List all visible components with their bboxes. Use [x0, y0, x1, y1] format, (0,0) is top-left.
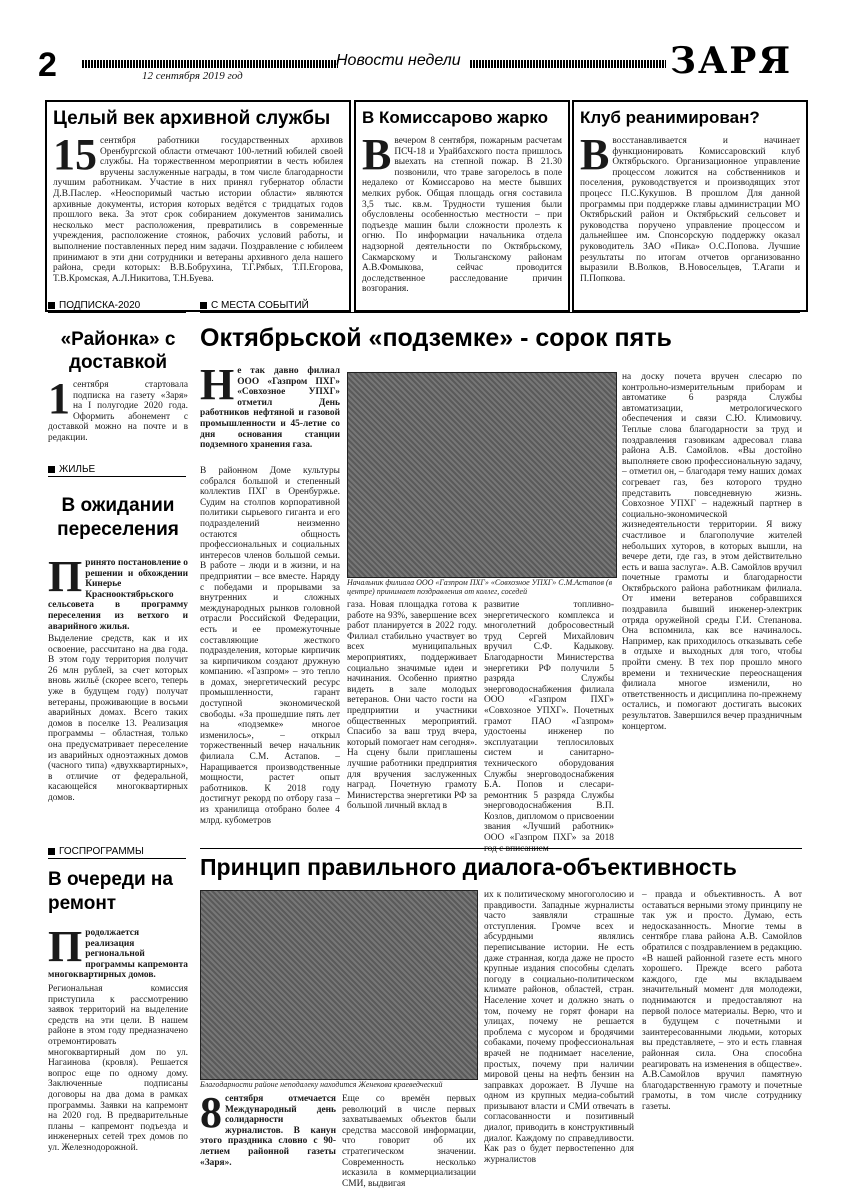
col3-dialogue: – правда и объективность. А вот оставаться верными этому принципу не так уж и просто. Думаю, есть недосказанность. Многие темы в сентябре глава района А.В. Самойлов обратился с поздравлением в редакцию. «В нашей районной газете есть много хорошего. Прежде всего работа каждого, где мы вкладываем значительный момент для молодежи, поднимаются и предоставляют на первой полосе материалы. Верю, что и в будущем с почетными и заинтересованными людьми, которых вы представляете, – это и есть главная районная сила. Она способна реагировать на изменения в обществе». А.В.Самойлов вручил памятную благодарственную грамоту и почетные грамоты, в том числе сотруднику газеты. — [642, 890, 803, 1112]
photo-ceremony — [347, 372, 617, 578]
rubric-subscription: ПОДПИСКА-2020 — [48, 300, 186, 313]
top-story-fire — [354, 100, 570, 312]
body-fire: В вечером 8 сентября, пожарным расчетам ПСЧ-18 и Урайбахского поста пришлось выехать на степной пожар. В 21.30 позвонили, что траве загорелось в поле недалеко от Комиссарово на месте бывших мелких рубок. Общая площадь огня составила 3,5 тыс. кв.м. Трудности тушения были обусловлены особенностью местности – при подъезде машин были сложности пролезть к огню. По информации начальника отдела надзорной деятельности по Октябрьскому, Сакмарскому и Тюльганскому районам А.В.Фомыкова, сейчас проводится доследственное расследование причин возгорания. — [362, 130, 562, 295]
drop-cap: П — [48, 552, 83, 601]
masthead — [30, 42, 812, 90]
newspaper-logo: ЗАРЯ — [670, 40, 793, 82]
photo-journalist — [200, 890, 478, 1080]
col2-dialogue: их к политическому многоголосию и правдивости. Западные журналисты часто заявляли страшные отступления. Громче всех и абсурдными являлись переписывание истории. Не есть даже странная, когда даже не просто крупные издания способны сделать погоду в социально-политическом климате районов, областей, стран. Население хочет и должно знать о том, почему не горят фонари на улицах, почему не решается проблема с мусором и бродячими собаками, почему профессиональная врачей не поднимает население, простых, почему при наличии мировой цены на нефть бензин на заправках дорожает. В Лучше на одном из крупных медиа-событий призывают власти и СМИ отвечать в согласованности и позитивный диалог, приводить в конструктивный диалог. Каждому по справедливости. Как раз о будет первостепенно для журналистов — [484, 890, 634, 1165]
caption-ceremony: Начальник филиала ООО «Газпром ПХГ» «Совхозное УПХГ» С.М.Астапов (в центре) принимает поздравления от коллег, соседей — [347, 578, 613, 596]
lead-dialogue: 8 сентября отмечается Международный день солидарности журналистов. В канун этого праздника словно с 90-летием районной газеты «Заря». — [200, 1088, 336, 1168]
drop-cap: 1 — [48, 374, 70, 423]
rubric-housing: ЖИЛЬЕ — [48, 464, 186, 477]
masthead-stripe — [82, 60, 338, 68]
col2-underground: газа. Новая площадка готова к работе на 93%, завершение всех работ планируется в 2022 году. Филиал стабильно участвует во всех муниципальных мероприятиях, поддерживает социально значимые идеи и начинания. Особенно приятно видеть в зале молодых ветеранов. Они часто гости на предприятии и участники общественных мероприятий. Спасибо за ваш труд вчера, который помогает нам сегодня». На сцену были приглашены лучшие работники предприятия для вручения заслуженных наград. Почетную грамоту Министерства энергетики РФ за большой личный вклад в — [347, 600, 477, 812]
col4-underground: на доску почета вручен слесарю по контрольно-измерительным приборам и автоматике 6 разряда Службы автоматизации, метрологического обеспечения и связи С.Ю. Климовичу. Теплые слова благодарности за труд и поздравления газовикам адресовал глава района А.В. Самойлов. «Вы достойно выполняете свою профессиональную задачу, – отметил он, – благодаря тему наших домах согревает газ, без которого трудно представить повседневную жизнь. Совхозное УПХГ – надежный партнер в социально-экономической жизнедеятельности территории. Я вижу счастливое и благополучие жителей небольших хуторов, в которых вышли, на вечере дети, где газ, в этом действительно есть и ваша заслуга». А.В. Самойлов вручил почетные грамоты и благодарности Октябрьского района работникам филиала. От имени ветеранов собравшихся поздравила бывший инженер-электрик отряда оружейной среды Г.И. Степанова. Она вспомнила, как все начиналось. Например, как приходилось отказывать себе в отдыхе и выходных для того, чтобы пройти смену. В тех пор прошло много времени и технические переоснащения филиала многое изменили, но ответственность и дисциплина по-прежнему остались, и помогают достигать высоких результатов. Завершился вечер праздничным концертом. — [622, 372, 802, 732]
col3-underground: развитие топливно-энергетического комплекса и многолетний добросовестный труд Сергей Михайлович вручил С.Ф. Кадыкову. Благодарности Министерства энергетики РФ получили 5 разряда Службы энерговодоснабжения филиала ООО «Газпром ПХГ» «Совхозное УПХГ». Почетных грамот ПАО «Газпром» удостоены инженер по эксплуатации теплосиловых систем и санитарно-технического оборудования Службы энерговодоснабжения Б.А. Попов и слесари-ремонтник 5 разряда Службы энерговодоснабжения В.П. Козлов, дипломом о присвоении звания «Лучший работник» ООО «Газпром ПХГ» за 2018 — [484, 600, 614, 844]
body-club: В восстанавливается и начинает функционировать Комиссаровский клуб Октябрьского. Организационное управление процессом ложится на собственников и поселения, руководствуется и производящих этот процесс П.С.Кукушов. В прошлом Для данной программы при поддержке главы администрации МО Октябрьский район и Октябрьский сельсовет и руководства поручено управление процессом и дальнейшее им. Спонсорскую поддержку оказал руководитель ЗАО «Пика» О.С.Попова. Лучшие результаты по итогам отчетов организованно выразили В.Волков, В.Новосельцев, Т.Агапи и П.Попкова. — [580, 130, 800, 284]
rubric-programs: ГОСПРОГРАММЫ — [48, 846, 186, 859]
headline-club: Клуб реанимирован? — [580, 108, 760, 127]
drop-cap: 15 — [53, 130, 97, 179]
body-repair: Региональная комиссия приступила к рассмотрению заявок территорий на выделение средств на эти цели. В нашем районе в этом году предназначено отремонтировать многоквартирный дом по ул. Нагаинова (кровля). Решается вопрос еще по одному дому. Заключенные подписаны договоры на два дома в рамках программы. Заявки на капремонт на 2020 год. В предварительные планы – капремонт подъезда и инженерных сетей трех домов по ул. Железнодорожной. — [48, 984, 188, 1153]
lead-housing: П ринято постановление о решении и обхождении Кинерье Краснооктябрьского сельсовета в программу переселения из ветхого и аварийного жилья. — [48, 552, 188, 632]
divider — [200, 848, 802, 849]
col1-dialogue: Еще со времён первых революций в числе первых захватываемых объектов были средства массовой информации, что говорит об их стратегическом значении. Современность несколько исказила в коммерциализации СМИ, выдвигая — [342, 1094, 476, 1189]
headline-archive: Целый век архивной службы — [53, 108, 331, 129]
rubric-events: С МЕСТА СОБЫТИЙ — [200, 300, 800, 313]
top-story-club — [572, 100, 808, 312]
section-title: Новости недели — [336, 52, 461, 69]
body-housing: Выделение средств, как и их освоение, рассчитано на два года. В этом году территория получит 26 млн рублей, за счет которых вновь жильё (скорее всего, теперь уже в будущем году) получат ветераны, проживающие в восьми аварийных домах. Всего таких домов в поселке 13. Реализация программы – областная, только она предусматривает переселение из аварийных одноэтажных домов (часного типа) «двухквартирных», в отличие от федеральной, касающейся многоквартирных домов. — [48, 634, 188, 803]
body-subscription: 1 сентября стартовала подписка на газету «Заря» на I полугодие 2020 года. Оформить абонемент с доставкой можно на почте и в редакции. — [48, 374, 188, 443]
drop-cap: П — [48, 922, 83, 971]
lead-repair: П родолжается реализация региональной программы капремонта многоквартирных домов. — [48, 922, 188, 981]
headline-dialogue: Принцип правильного диалога-объективность — [200, 854, 737, 880]
headline-repair: В очереди на ремонт — [48, 869, 173, 914]
top-story-archive — [45, 100, 351, 312]
square-icon — [200, 302, 207, 309]
square-icon — [48, 302, 55, 309]
body-archive: 15 сентября работники государственных архивов Оренбургской области отмечают 100-летний юбилей своей службы. На торжественном мероприятии в честь юбилея вручены заслуженные награды, в том числе благодарности лучшим работникам. Участие в них принял губернатор области Д.В.Паслер. «Неоспоримый частью истории области» являются архивные документы, история которых ведётся с тридцатых годов прошлого века. За этот срок собиранием документов занимались несколько мест расположения, превратились в современные учреждения, расположение стоянок, рабочих условий работы, и выполнение поставленных перед ним задачи. Поздравление с юбилеем принимают в эти дни сотрудники и ветераны архивного дела нашего района, среди которых: В.В.Бобрухина, Т.Г.Рябых, Т.П.Егорова, Т.В.Кромская, А.Л.Никитова, Т.Н.Буева. — [53, 130, 343, 284]
headline-fire: В Комиссарово жарко — [362, 108, 549, 127]
lead-underground: Н е так давно филиал ООО «Газпром ПХГ» «Совхозное УПХГ» отметил День работников нефтяной и газовой промышленности и 45-летие со дня основания станции подземного хранения газа. — [200, 360, 340, 451]
col1-underground: В районном Доме культуры собрался большой и степенный коллектив ПХГ в Оренбуржье. Судим на столпов корпоративной политики сырьевого гиганта и его подразделений неизменно остаются общность профессиональных и социальных интересов членов большой семьи. В работе – люди и в жизни, и на предприятии – все вместе. Наряду с победами и прорывами за внутренних и сложных международных рынков головной отрасли Российской Федерации, есть и ее промежуточные составляющие жесткого подразделения, которые кирпичик за кирпичиком создают дружную компанию. «Газпром» – это тепло в домах, энергетический ресурс промышленности, гарант доступной экономической свободы. «За прошедшие пять лет на «подземке» многое изменилось», – открыл торжественный вечер начальник филиала С.М. Астапов. – Наращивается производственные мощности, растет опыт работников. К 2018 году достигнут рекорд по отбору газа – из хранилища отобрано более 4 млрд. кубометров — [200, 466, 340, 826]
caption-journalist: Благодарности районе неподалеку находится Женекова краеведческий — [200, 1080, 443, 1089]
headline-underground: Октябрьской «подземке» - сорок пять — [200, 324, 672, 352]
issue-date: 12 сентября 2019 год — [142, 70, 243, 82]
page-number: 2 — [38, 46, 57, 84]
headline-housing: В ожидании переселения — [57, 495, 179, 540]
headline-subscription: «Районка» с доставкой — [60, 329, 176, 373]
square-icon — [48, 848, 55, 855]
masthead-stripe-right — [470, 60, 666, 68]
drop-cap: В — [362, 130, 392, 179]
drop-cap: Н — [200, 360, 235, 409]
square-icon — [48, 466, 55, 473]
drop-cap: В — [580, 130, 610, 179]
drop-cap: 8 — [200, 1088, 222, 1137]
